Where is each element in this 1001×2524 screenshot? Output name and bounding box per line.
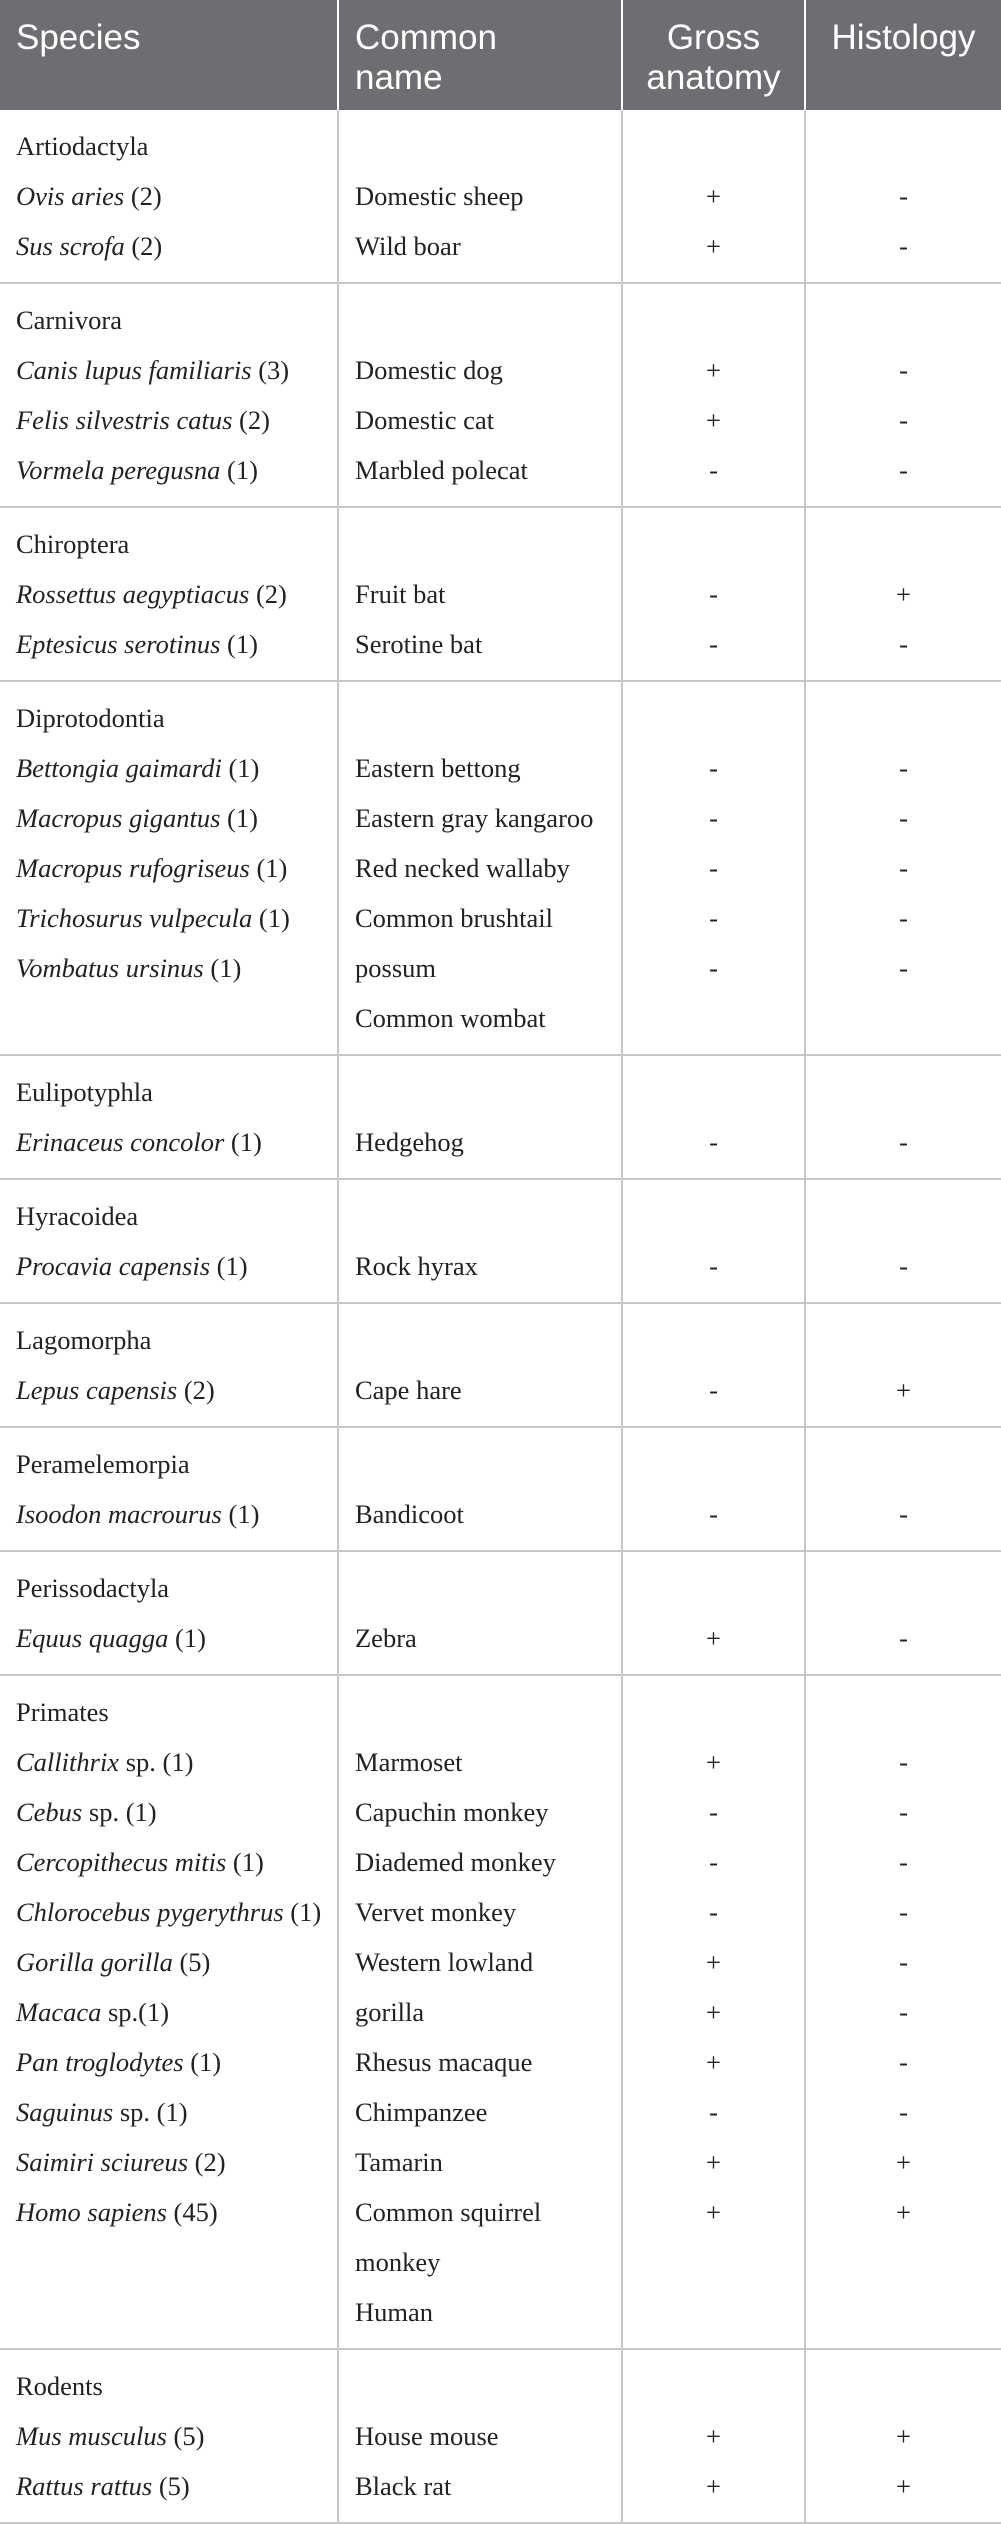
table-header (0, 0, 1001, 110)
gross-anatomy-cell (622, 2349, 805, 2523)
gross-anatomy-cell (622, 1675, 805, 2349)
gross-anatomy-cell (622, 1055, 805, 1179)
histology-cell (805, 1551, 1001, 1675)
histology-cell (805, 507, 1001, 681)
common-name: Human (355, 2297, 434, 2327)
common-name: Hedgehog (355, 1127, 464, 1157)
species-entry (16, 1117, 321, 1167)
common-name-cell (338, 1055, 622, 1179)
common-name: Vervet monkey (355, 1897, 517, 1927)
species-entry (16, 793, 321, 843)
common-name-cell (338, 1551, 622, 1675)
gross-anatomy-mark: - (709, 579, 718, 609)
spacer (639, 295, 788, 345)
spacer (355, 1563, 605, 1613)
gross-anatomy-mark: + (706, 355, 721, 385)
histology-mark: - (899, 853, 908, 883)
order-name: Diprotodontia (16, 703, 165, 733)
order-name: Lagomorpha (16, 1325, 152, 1355)
species-entry (16, 2137, 321, 2187)
specimen-count: sp. (1) (119, 1747, 194, 1777)
common-name: Western lowland (355, 1947, 534, 1977)
order-name: Perissodactyla (16, 1573, 170, 1603)
specimen-count: (1) (249, 853, 288, 883)
histology-mark: - (899, 953, 908, 983)
specimen-count: (2) (249, 579, 287, 609)
spacer (355, 693, 605, 743)
scientific-name: Gorilla gorilla (16, 1947, 173, 1977)
species-entry (16, 569, 321, 619)
scientific-name: Mus musculus (16, 2421, 167, 2451)
species-entry (16, 2461, 321, 2511)
scientific-name: Cercopithecus mitis (16, 1847, 227, 1877)
scientific-name: Vormela peregusna (16, 455, 221, 485)
histology-cell (805, 1303, 1001, 1427)
histology-mark: - (899, 803, 908, 833)
specimen-count: (1) (220, 803, 258, 833)
gross-anatomy-mark: + (706, 2147, 721, 2177)
common-name: House mouse (355, 2421, 499, 2451)
scientific-name: Sus scrofa (16, 231, 125, 261)
species-entry (16, 743, 321, 793)
species-entry (16, 2037, 321, 2087)
table-row-group (0, 283, 1001, 507)
specimen-count: sp. (1) (82, 1797, 157, 1827)
gross-anatomy-mark: - (709, 455, 718, 485)
species-cell (0, 1179, 338, 1303)
common-name-cell (338, 681, 622, 1055)
histology-mark: + (896, 2197, 911, 2227)
scientific-name: Isoodon macrourus (16, 1499, 222, 1529)
scientific-name: Erinaceus concolor (16, 1127, 225, 1157)
common-name: Wild boar (355, 231, 461, 261)
order-name: Chiroptera (16, 529, 130, 559)
species-entry (16, 345, 321, 395)
specimen-count: (1) (210, 1251, 248, 1281)
gross-anatomy-mark: + (706, 181, 721, 211)
common-name: Capuchin monkey (355, 1797, 549, 1827)
order-name: Eulipotyphla (16, 1077, 153, 1107)
specimen-count: (1) (220, 629, 258, 659)
common-name: Tamarin (355, 2147, 443, 2177)
specimen-count: (5) (152, 2471, 190, 2501)
histology-mark: - (899, 405, 908, 435)
species-entry (16, 1241, 321, 1291)
spacer (822, 1067, 985, 1117)
species-cell (0, 110, 338, 283)
spacer (639, 1439, 788, 1489)
common-name-cell (338, 110, 622, 283)
order-name: Primates (16, 1697, 109, 1727)
histology-cell (805, 283, 1001, 507)
spacer (355, 1439, 605, 1489)
scientific-name: Felis silvestris catus (16, 405, 233, 435)
scientific-name: Macropus rufogriseus (16, 853, 250, 883)
gross-anatomy-mark: + (706, 1997, 721, 2027)
spacer (822, 1563, 985, 1613)
gross-anatomy-mark: - (709, 753, 718, 783)
gross-anatomy-cell (622, 681, 805, 1055)
common-name: monkey (355, 2247, 441, 2277)
scientific-name: Pan troglodytes (16, 2047, 184, 2077)
specimen-count: sp.(1) (101, 1997, 170, 2027)
specimen-count: (2) (177, 1375, 215, 1405)
species-entry (16, 1887, 321, 1937)
histology-cell (805, 1179, 1001, 1303)
spacer (355, 519, 605, 569)
common-name: Domestic cat (355, 405, 495, 435)
histology-mark: + (896, 2421, 911, 2451)
table-row-group (0, 110, 1001, 283)
histology-mark: - (899, 455, 908, 485)
header-species: Species (0, 0, 338, 110)
species-entry (16, 2411, 321, 2461)
histology-mark: - (899, 1499, 908, 1529)
spacer (639, 1191, 788, 1241)
common-name: Domestic sheep (355, 181, 524, 211)
scientific-name: Vombatus ursinus (16, 953, 204, 983)
header-common-name: Common name (338, 0, 622, 110)
scientific-name: Eptesicus serotinus (16, 629, 221, 659)
specimen-count: (5) (172, 1947, 211, 1977)
header-histology: Histology (805, 0, 1001, 110)
common-name: possum (355, 953, 436, 983)
spacer (822, 1687, 985, 1737)
species-cell (0, 1675, 338, 2349)
histology-cell (805, 681, 1001, 1055)
specimen-count: (1) (221, 753, 260, 783)
histology-mark: - (899, 2047, 908, 2077)
scientific-name: Rossettus aegyptiacus (16, 579, 250, 609)
common-name: Common wombat (355, 1003, 546, 1033)
spacer (639, 519, 788, 569)
gross-anatomy-mark: - (709, 1897, 718, 1927)
species-entry (16, 221, 321, 271)
order-name: Carnivora (16, 305, 122, 335)
gross-anatomy-cell (622, 1551, 805, 1675)
spacer (822, 1315, 985, 1365)
specimen-count: (5) (166, 2421, 205, 2451)
common-name: Common squirrel (355, 2197, 542, 2227)
specimen-count: (1) (252, 903, 290, 933)
histology-mark: + (896, 1375, 911, 1405)
species-entry (16, 843, 321, 893)
specimen-count: sp. (1) (113, 2097, 188, 2127)
table-row-group (0, 1551, 1001, 1675)
scientific-name: Macaca (16, 1997, 102, 2027)
histology-mark: - (899, 629, 908, 659)
gross-anatomy-mark: - (709, 1797, 718, 1827)
histology-mark: + (896, 2471, 911, 2501)
scientific-name: Trichosurus vulpecula (16, 903, 253, 933)
specimen-count: (1) (283, 1897, 322, 1927)
histology-cell (805, 1675, 1001, 2349)
common-name: Zebra (355, 1623, 417, 1653)
species-cell (0, 1055, 338, 1179)
common-name: Rock hyrax (355, 1251, 478, 1281)
spacer (822, 519, 985, 569)
spacer (822, 121, 985, 171)
table-row-group (0, 1055, 1001, 1179)
gross-anatomy-mark: + (706, 405, 721, 435)
species-entry (16, 2187, 321, 2237)
spacer (355, 295, 605, 345)
table-row-group (0, 2349, 1001, 2523)
gross-anatomy-mark: - (709, 1251, 718, 1281)
common-name-cell (338, 1303, 622, 1427)
histology-mark: - (899, 1251, 908, 1281)
histology-mark: - (899, 355, 908, 385)
histology-mark: - (899, 1797, 908, 1827)
order-name: Hyracoidea (16, 1201, 139, 1231)
spacer (355, 1315, 605, 1365)
order-name: Rodents (16, 2371, 103, 2401)
scientific-name: Cebus (16, 1797, 83, 1827)
specimen-count: (45) (166, 2197, 218, 2227)
common-name: Domestic dog (355, 355, 503, 385)
table-row-group (0, 1303, 1001, 1427)
histology-mark: - (899, 1997, 908, 2027)
species-entry (16, 1937, 321, 1987)
histology-cell (805, 110, 1001, 283)
scientific-name: Procavia capensis (16, 1251, 211, 1281)
species-cell (0, 681, 338, 1055)
gross-anatomy-mark: + (706, 1623, 721, 1653)
gross-anatomy-cell (622, 283, 805, 507)
spacer (355, 1687, 605, 1737)
species-entry (16, 2087, 321, 2137)
scientific-name: Homo sapiens (16, 2197, 167, 2227)
common-name-cell (338, 1427, 622, 1551)
spacer (355, 2361, 605, 2411)
gross-anatomy-mark: + (706, 2047, 721, 2077)
gross-anatomy-mark: - (709, 1499, 718, 1529)
header-gross-anatomy: Gross anatomy (622, 0, 805, 110)
species-entry (16, 1737, 321, 1787)
scientific-name: Macropus gigantus (16, 803, 221, 833)
specimen-count: (2) (124, 231, 163, 261)
scientific-name: Canis lupus familiaris (16, 355, 252, 385)
gross-anatomy-mark: - (709, 2097, 718, 2127)
scientific-name: Saguinus (16, 2097, 114, 2127)
species-entry (16, 1613, 321, 1663)
scientific-name: Callithrix (16, 1747, 120, 1777)
header-row (0, 0, 1001, 110)
common-name: Diademed monkey (355, 1847, 556, 1877)
species-cell (0, 507, 338, 681)
spacer (822, 2361, 985, 2411)
gross-anatomy-mark: + (706, 1947, 721, 1977)
species-cell (0, 283, 338, 507)
table-row-group (0, 1427, 1001, 1551)
gross-anatomy-mark: - (709, 629, 718, 659)
histology-mark: - (899, 1947, 908, 1977)
histology-mark: - (899, 231, 908, 261)
gross-anatomy-mark: + (706, 2421, 721, 2451)
species-cell (0, 2349, 338, 2523)
gross-anatomy-mark: - (709, 1847, 718, 1877)
spacer (639, 1563, 788, 1613)
species-cell (0, 1303, 338, 1427)
spacer (355, 1067, 605, 1117)
histology-mark: - (899, 1747, 908, 1777)
spacer (822, 1439, 985, 1489)
species-entry (16, 1787, 321, 1837)
species-entry (16, 893, 321, 943)
histology-mark: - (899, 753, 908, 783)
histology-mark: - (899, 2097, 908, 2127)
histology-cell (805, 1427, 1001, 1551)
gross-anatomy-cell (622, 1179, 805, 1303)
spacer (639, 693, 788, 743)
spacer (822, 295, 985, 345)
common-name-cell (338, 1179, 622, 1303)
species-entry (16, 1489, 321, 1539)
gross-anatomy-cell (622, 110, 805, 283)
common-name-cell (338, 2349, 622, 2523)
common-name: Eastern gray kangaroo (355, 803, 594, 833)
scientific-name: Rattus rattus (16, 2471, 153, 2501)
species-entry (16, 619, 321, 669)
gross-anatomy-mark: + (706, 2471, 721, 2501)
gross-anatomy-cell (622, 507, 805, 681)
spacer (639, 2361, 788, 2411)
gross-anatomy-mark: + (706, 1747, 721, 1777)
common-name: Rhesus macaque (355, 2047, 533, 2077)
common-name: Black rat (355, 2471, 452, 2501)
spacer (639, 1687, 788, 1737)
species-entry (16, 395, 321, 445)
order-name: Artiodactyla (16, 131, 149, 161)
histology-cell (805, 1055, 1001, 1179)
species-cell (0, 1551, 338, 1675)
gross-anatomy-mark: + (706, 2197, 721, 2227)
common-name: Serotine bat (355, 629, 483, 659)
histology-mark: - (899, 1897, 908, 1927)
common-name-cell (338, 1675, 622, 2349)
specimen-count: (2) (232, 405, 270, 435)
species-entry (16, 1365, 321, 1415)
gross-anatomy-mark: - (709, 1375, 718, 1405)
common-name: Chimpanzee (355, 2097, 488, 2127)
gross-anatomy-mark: - (709, 1127, 718, 1157)
common-name: Fruit bat (355, 579, 446, 609)
common-name: Eastern bettong (355, 753, 521, 783)
scientific-name: Equus quagga (16, 1623, 169, 1653)
spacer (355, 121, 605, 171)
specimen-count: (1) (221, 1499, 260, 1529)
species-entry (16, 943, 321, 993)
common-name: Red necked wallaby (355, 853, 570, 883)
histology-mark: - (899, 1623, 908, 1653)
spacer (639, 1067, 788, 1117)
common-name-cell (338, 283, 622, 507)
spacer (822, 693, 985, 743)
species-cell (0, 1427, 338, 1551)
scientific-name: Lepus capensis (16, 1375, 178, 1405)
histology-mark: - (899, 1127, 908, 1157)
common-name: Marmoset (355, 1747, 463, 1777)
gross-anatomy-mark: + (706, 231, 721, 261)
spacer (639, 1315, 788, 1365)
specimen-count: (1) (224, 1127, 262, 1157)
spacer (355, 1191, 605, 1241)
species-entry (16, 1837, 321, 1887)
specimen-count: (1) (183, 2047, 222, 2077)
common-name: Common brushtail (355, 903, 554, 933)
order-name: Peramelemorpia (16, 1449, 190, 1479)
common-name: Marbled polecat (355, 455, 528, 485)
table-row-group (0, 1179, 1001, 1303)
specimen-count: (1) (226, 1847, 264, 1877)
histology-mark: - (899, 1847, 908, 1877)
table-row-group (0, 507, 1001, 681)
specimen-count: (1) (220, 455, 258, 485)
histology-cell (805, 2349, 1001, 2523)
specimen-count: (1) (168, 1623, 206, 1653)
scientific-name: Bettongia gaimardi (16, 753, 222, 783)
spacer (639, 121, 788, 171)
common-name: Bandicoot (355, 1499, 464, 1529)
specimen-count: (2) (124, 181, 162, 211)
table-row-group (0, 1675, 1001, 2349)
scientific-name: Chlorocebus pygerythrus (16, 1897, 284, 1927)
gross-anatomy-mark: - (709, 953, 718, 983)
species-entry (16, 171, 321, 221)
specimen-count: (1) (203, 953, 242, 983)
common-name: gorilla (355, 1997, 425, 2027)
histology-mark: - (899, 903, 908, 933)
spacer (822, 1191, 985, 1241)
histology-mark: - (899, 181, 908, 211)
histology-mark: + (896, 579, 911, 609)
specimen-count: (3) (251, 355, 290, 385)
common-name: Cape hare (355, 1375, 462, 1405)
scientific-name: Ovis aries (16, 181, 125, 211)
scientific-name: Saimiri sciureus (16, 2147, 189, 2177)
species-entry (16, 445, 321, 495)
specimen-count: (2) (188, 2147, 226, 2177)
common-name-cell (338, 507, 622, 681)
gross-anatomy-mark: - (709, 853, 718, 883)
gross-anatomy-cell (622, 1427, 805, 1551)
gross-anatomy-mark: - (709, 803, 718, 833)
table-row-group (0, 681, 1001, 1055)
histology-mark: + (896, 2147, 911, 2177)
table-body (0, 110, 1001, 2523)
gross-anatomy-mark: - (709, 903, 718, 933)
species-entry (16, 1987, 321, 2037)
gross-anatomy-cell (622, 1303, 805, 1427)
